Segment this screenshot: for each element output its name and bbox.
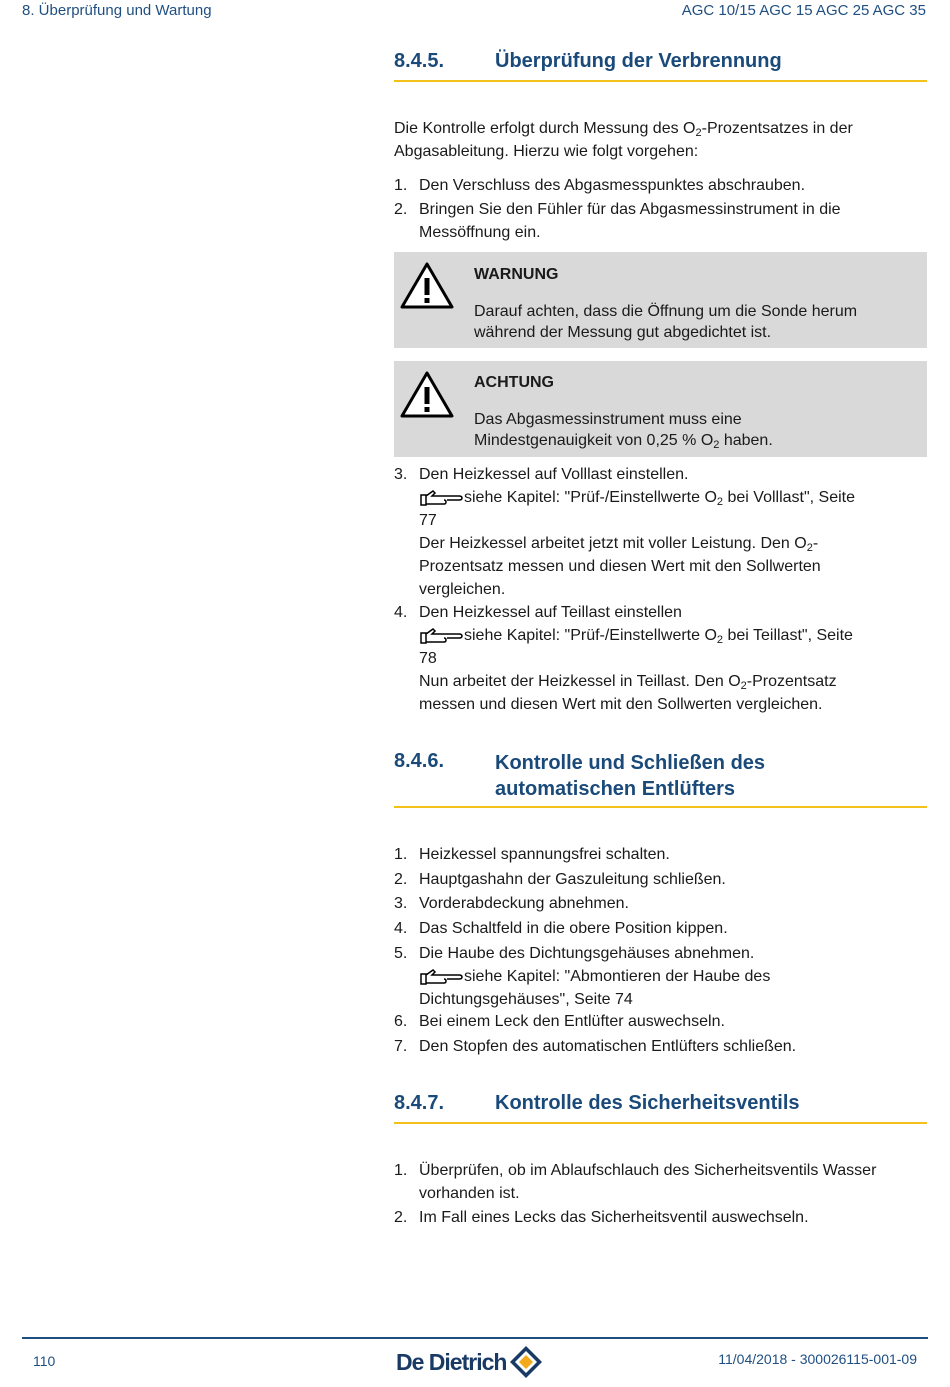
section-846-number: 8.4.6. xyxy=(394,750,445,772)
section-847-title: Kontrolle des Sicherheitsventils xyxy=(495,1092,800,1114)
section-847-number: 8.4.7. xyxy=(394,1092,445,1114)
list-item: 3. Den Heizkessel auf Volllast einstellen. siehe Kapitel: "Prüf-/Einstellwerte $O_2$ bei Volllast", Seite 77 Der Heizkessel arbeitet jetzt mit voller Leistung. Den $O_2-$ Prozentsatz messen und diesen Wert mit den Sollwerten vergleichen. xyxy=(394,466,856,598)
section-845-number: 8.4.5. xyxy=(394,50,445,72)
list-item: 3. Vorderabdeckung abnehmen. xyxy=(394,895,629,912)
reference-link[interactable]: siehe Kapitel: "Abmontieren der Haube des Dichtungsgehäuses", Seite 74 xyxy=(419,968,771,1008)
section-846-title: Kontrolle und Schließen des automatischen Entlüfters xyxy=(495,752,766,800)
pointing-hand-icon xyxy=(419,487,463,507)
section-845-rule xyxy=(394,80,927,82)
caution-triangle-icon xyxy=(399,369,455,419)
section-845-title: Überprüfung der Verbrennung xyxy=(495,50,782,72)
list-item: 1. Den Verschluss des Abgasmesspunktes abschrauben. xyxy=(394,177,806,194)
pointing-hand-icon xyxy=(419,966,463,986)
warning-triangle-icon xyxy=(399,260,455,310)
document-reference: 11/04/2018 - 300026115-001-09 xyxy=(718,1351,917,1367)
list-item: 6. Bei einem Leck den Entlüfter auswechseln. xyxy=(394,1013,725,1030)
caution-text: Das Abgasmessinstrument muss eine Mindestgenauigkeit von 0,25 % $O_2$ haben. xyxy=(474,411,773,451)
header-chapter: 8. Überprüfung und Wartung xyxy=(22,2,212,19)
warning-box xyxy=(394,252,927,348)
list-item: 4. Das Schaltfeld in die obere Position kippen. xyxy=(394,920,728,937)
list-item: 2. Hauptgashahn der Gaszuleitung schließen. xyxy=(394,871,726,888)
list-item: 7. Den Stopfen des automatischen Entlüfters schließen. xyxy=(394,1038,797,1055)
list-item: 1. Heizkessel spannungsfrei schalten. xyxy=(394,846,670,863)
warning-text: Darauf achten, dass die Öffnung um die Sonde herum während der Messung gut abgedichtet ist. xyxy=(474,303,858,341)
pointing-hand-icon xyxy=(419,625,463,645)
list-item: 5. Die Haube des Dichtungsgehäuses abnehmen. siehe Kapitel: "Abmontieren der Haube des Dichtungsgehäuses", Seite 74 xyxy=(394,945,771,1008)
caution-title: ACHTUNG xyxy=(474,374,554,391)
caution-box xyxy=(394,361,927,457)
reference-link[interactable]: siehe Kapitel: "Prüf-/Einstellwerte $O_2$ bei Volllast", Seite 77 xyxy=(419,489,856,529)
list-item: 4. Den Heizkessel auf Teillast einstellen siehe Kapitel: "Prüf-/Einstellwerte $O_2$ bei Teillast", Seite 78 Nun arbeitet der Heizkessel in Teillast. Den $O_2$-Prozentsatz messen und diesen Wert mit den Sollwerten vergleichen. xyxy=(394,604,853,713)
list-item: 2. Bringen Sie den Fühler für das Abgasmessinstrument in die Messöffnung ein. xyxy=(394,201,841,241)
page-number: 110 xyxy=(33,1353,56,1369)
brand-diamond-icon xyxy=(509,1345,543,1379)
warning-title: WARNUNG xyxy=(474,266,559,283)
list-item: 1. Überprüfen, ob im Ablaufschlauch des Sicherheitsventils Wasser vorhanden ist. xyxy=(394,1162,877,1202)
list-item: 2. Im Fall eines Lecks das Sicherheitsventil auswechseln. xyxy=(394,1209,809,1226)
section-845-intro: Die Kontrolle erfolgt durch Messung des $O_2$-Prozentsatzes in der Abgasableitung. Hierzu wie folgt vorgehen: xyxy=(394,120,853,160)
section-846-rule xyxy=(394,806,927,808)
footer-rule xyxy=(22,1337,928,1339)
section-847-rule xyxy=(394,1122,927,1124)
reference-link[interactable]: siehe Kapitel: "Prüf-/Einstellwerte $O_2$ bei Teillast", Seite 78 xyxy=(419,627,853,667)
brand-logo xyxy=(396,1345,543,1379)
brand-name: De Dietrich xyxy=(396,1348,507,1375)
header-models: AGC 10/15 AGC 15 AGC 25 AGC 35 xyxy=(681,2,926,19)
